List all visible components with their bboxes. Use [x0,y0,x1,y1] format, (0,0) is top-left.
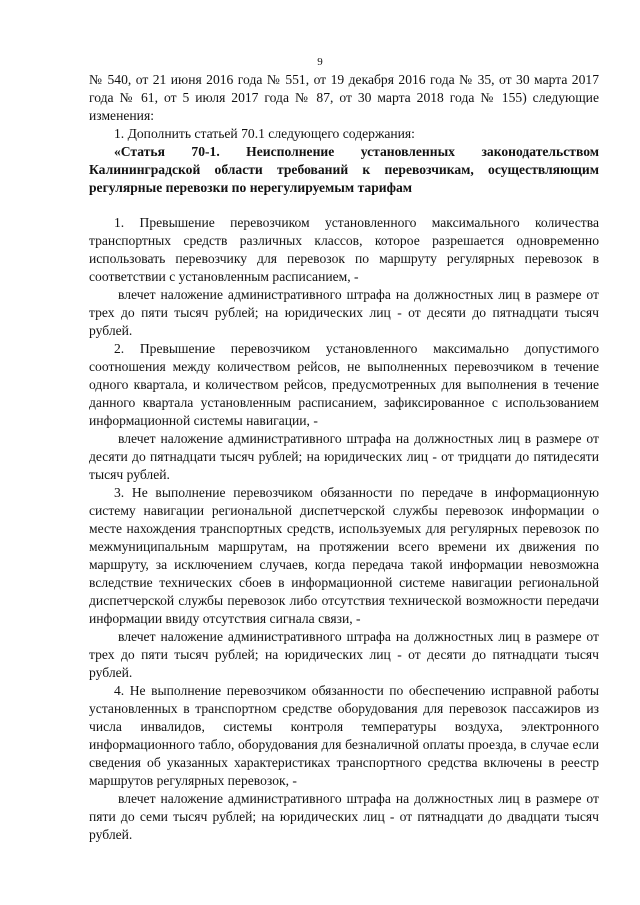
paragraph-3: 3. Не выполнение перевозчиком обязанности по передаче в информационную систему навигации региональной диспетчерской службы перевозок информации о месте нахождения транспортных средств, используемых для регулярных перевозок по межмуниципальным маршрутам, на протяжении всего времени их движения по маршруту, за исключением случаев, когда передача такой информации невозможна вследствие технических сбоев в информационной системе навигации региональной диспетчерской службы перевозок либо отсутствия технической возможности передачи информации ввиду отсутствия сигнала связи, - [89,485,599,626]
document-body [89,71,599,844]
paragraph-1: 1. Превышение перевозчиком установленного максимального количества транспортных средств различных классов, которое разрешается одновременно использовать перевозчику для перевозок по маршруту регулярных перевозок в соответствии с установленным расписанием, - [89,215,599,284]
penalty-1: влечет наложение административного штрафа на должностных лиц в размере от трех до пяти тысяч рублей; на юридических лиц - от десяти до пятнадцати тысяч рублей. [89,287,599,338]
paragraph-2: 2. Превышение перевозчиком установленного максимально допустимого соотношения между количеством рейсов, не выполненных перевозчиком в течение одного квартала, и количеством рейсов, предусмотренных для выполнения в течение данного квартала установленным расписанием, зафиксированное с использованием информационной системы навигации, - [89,341,599,428]
penalty-4: влечет наложение административного штрафа на должностных лиц в размере от пяти до семи тысяч рублей; на юридических лиц - от пятнадцати до двадцати тысяч рублей. [89,791,599,842]
penalty-3: влечет наложение административного штрафа на должностных лиц в размере от трех до пяти тысяч рублей; на юридических лиц - от десяти до пятнадцати тысяч рублей. [89,629,599,680]
amendment-item-1: 1. Дополнить статьей 70.1 следующего содержания: [114,126,415,141]
spacer [89,197,599,214]
penalty-2: влечет наложение административного штрафа на должностных лиц в размере от десяти до пятнадцати тысяч рублей; на юридических лиц - от тридцати до пятидесяти тысяч рублей. [89,431,599,482]
intro-continuation: № 540, от 21 июня 2016 года № 551, от 19 декабря 2016 года № 35, от 30 марта 2017 года № 61, от 5 июля 2017 года № 87, от 30 марта 2018 года № 155) следующие изменения: [89,72,599,123]
paragraph-4: 4. Не выполнение перевозчиком обязанности по обеспечению исправной работы установленных в транспортном средстве оборудования для перевозок пассажиров из числа инвалидов, системы контроля температуры воздуха, электронного информационного табло, оборудования для безналичной оплаты проезда, в случае если сведения об указанных характеристиках транспортного средства включены в реестр маршрутов регулярных перевозок, - [89,683,599,788]
page-number: 9 [317,56,323,68]
article-heading: «Статья 70-1. Неисполнение установленных законодательством Калининградской области требований к перевозчикам, осуществляющим регулярные перевозки по нерегулируемым тарифам [89,144,599,195]
